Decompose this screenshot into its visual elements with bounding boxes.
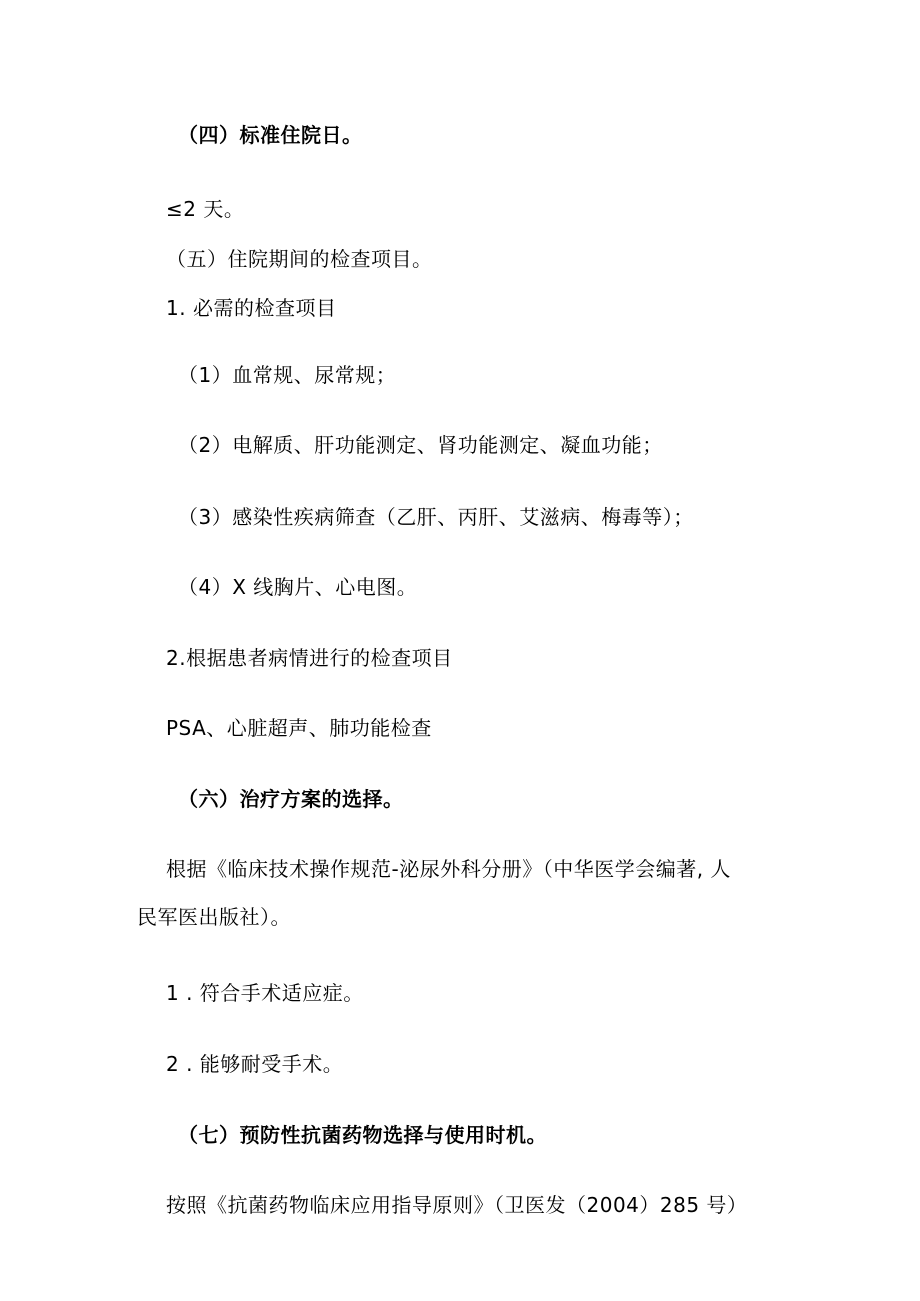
section-heading-4: （四）标准住院日。 xyxy=(178,123,363,147)
paragraph-line: 按照《抗菌药物临床应用指导原则》（卫医发（2004）285 号） xyxy=(166,1193,748,1217)
section-heading-5: （五）住院期间的检查项目。 xyxy=(166,247,433,271)
paragraph-line: ≤2 天。 xyxy=(166,197,245,221)
paragraph-line: PSA、心脏超声、肺功能检查 xyxy=(166,716,432,740)
list-heading: 1. 必需的检查项目 xyxy=(166,296,337,320)
paragraph-line: 民军医出版社）。 xyxy=(137,905,291,929)
list-item: （2）电解质、肝功能测定、肾功能测定、凝血功能； xyxy=(178,433,663,457)
paragraph-line: 根据《临床技术操作规范-泌尿外科分册》（中华医学会编著, 人 xyxy=(166,857,731,881)
section-heading-6: （六）治疗方案的选择。 xyxy=(178,787,404,811)
list-item: 1 . 符合手术适应症。 xyxy=(166,981,364,1005)
list-item: 2 . 能够耐受手术。 xyxy=(166,1052,344,1076)
section-heading-7: （七）预防性抗菌药物选择与使用时机。 xyxy=(178,1123,547,1147)
list-item: （1）血常规、尿常规； xyxy=(178,363,397,387)
list-item: （3）感染性疾病筛查（乙肝、丙肝、艾滋病、梅毒等）； xyxy=(178,505,694,529)
list-item: （4）X 线胸片、心电图。 xyxy=(178,575,418,599)
list-heading: 2.根据患者病情进行的检查项目 xyxy=(166,646,453,670)
